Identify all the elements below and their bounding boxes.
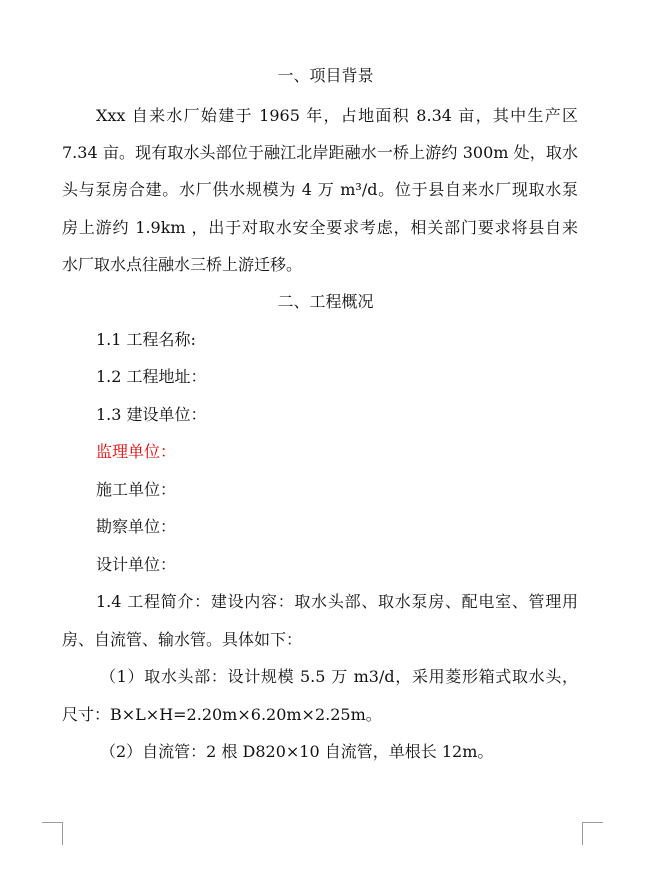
gravity-pipe-item: （2）自流管：2 根 D820×10 自流管，单根长 12m。 xyxy=(100,742,494,761)
project-intro-line: 1.4 工程简介：建设内容：取水头部、取水泵房、配电室、管理用 xyxy=(96,592,578,611)
intake-head-item-line: 尺寸：B×L×H=2.20m×6.20m×2.25m。 xyxy=(62,705,382,724)
section-heading-project-background: 一、项目背景 xyxy=(277,66,374,85)
design-unit-label: 设计单位： xyxy=(96,555,177,574)
paragraph-line: 房上游约 1.9km ，出于对取水安全要求考虑，相关部门要求将县自来 xyxy=(62,218,578,237)
project-name-label: 1.1 工程名称: xyxy=(96,330,196,349)
survey-unit-label: 勘察单位： xyxy=(96,517,177,536)
page-margin-corner-mark xyxy=(42,822,63,845)
construction-unit-label: 1.3 建设单位： xyxy=(96,405,207,424)
intake-head-item-line: （1）取水头部：设计规模 5.5 万 m3/d，采用菱形箱式取水头， xyxy=(100,667,578,686)
paragraph-line: Xxx 自来水厂始建于 1965 年，占地面积 8.34 亩，其中生产区 xyxy=(96,106,578,125)
builder-unit-label: 施工单位： xyxy=(96,480,177,499)
supervision-unit-label: 监理单位： xyxy=(96,442,177,461)
paragraph-line: 水厂取水点往融水三桥上游迁移。 xyxy=(62,255,303,274)
section-heading-project-overview: 二、工程概况 xyxy=(277,292,374,311)
page-margin-corner-mark xyxy=(582,822,603,845)
project-address-label: 1.2 工程地址： xyxy=(96,367,207,386)
paragraph-line: 7.34 亩。现有取水头部位于融江北岸距融水一桥上游约 300m 处，取水 xyxy=(62,143,578,162)
paragraph-line: 头与泵房合建。水厂供水规模为 4 万 m³/d。位于县自来水厂现取水泵 xyxy=(62,180,578,199)
project-intro-line: 房、自流管、输水管。具体如下： xyxy=(62,630,303,649)
